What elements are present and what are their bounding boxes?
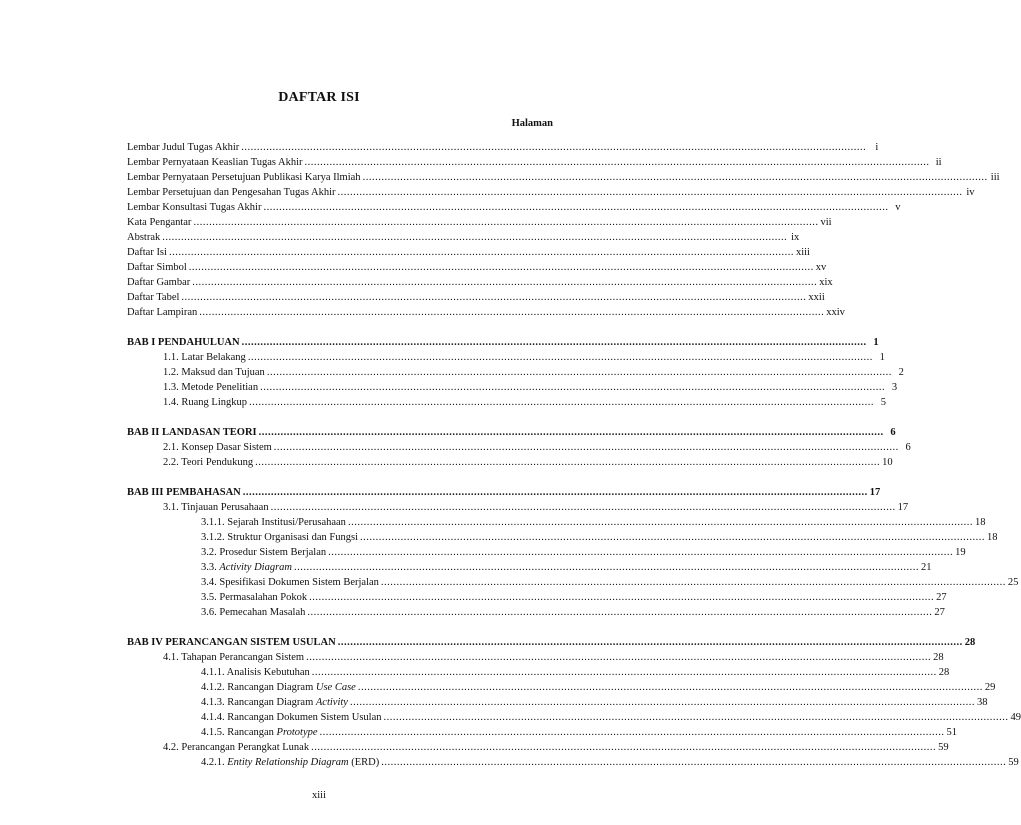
toc-entry-label: Lembar Persetujuan dan Pengesahan Tugas Akhir [127,187,336,198]
label-prefix: 3.3. [201,562,220,573]
toc-entry[interactable] [201,589,947,604]
chapter-page: 17 [869,487,881,498]
toc-entry[interactable] [127,214,832,229]
leader-dots: ........................................................................................................................................................................................................ [380,577,1006,588]
toc-entry-label: 2.2. Teori Pendukung [163,457,254,468]
toc-entry-page: 5 [880,397,886,408]
toc-entry-page: xxii [808,292,825,303]
leader-dots: ........................................................................................................................................................................................................ [306,652,932,663]
toc-entry-page: v [895,202,901,213]
toc-entry-label [201,756,379,769]
toc-entry-label: 4.1. Tahapan Perancangan Sistem [163,652,305,663]
toc-entry[interactable] [201,604,945,619]
toc-entry-page: 18 [987,532,998,543]
chapter-label: BAB III PEMBAHASAN [127,487,241,498]
label-italic: Activity [315,697,348,708]
toc-entry[interactable] [201,514,986,529]
toc-entry-page: iii [990,172,1000,183]
toc-entry[interactable] [201,544,966,559]
leader-dots: ........................................................................................................................................................................................................ [270,502,896,513]
toc-entry-page: 51 [946,727,958,738]
toc-entry-label: 3.1.2. Struktur Organisasi dan Fungsi [201,532,359,543]
leader-dots: ........................................................................................................................................................................................................ [328,547,954,558]
toc-entry-label: 4.2. Perancangan Perangkat Lunak [163,742,310,753]
toc-entry[interactable] [127,304,845,319]
toc-entry-page: 59 [938,742,949,753]
toc-entry-page: 27 [936,592,947,603]
toc-entry-label: Lembar Pernyataan Persetujuan Publikasi Karya Ilmiah [127,172,361,183]
toc-entry[interactable] [201,529,998,544]
toc-entry-page: 59 [1008,757,1019,768]
toc-entry-page: 6 [905,442,911,453]
toc-entry-page: 49 [1010,712,1021,723]
page-number: xiii [311,790,326,801]
leader-dots: ........................................................................................................................................................................................................ [241,142,867,153]
toc-entry-page: xv [815,262,827,273]
toc-entry-page: 38 [976,697,988,708]
chapter-label: BAB IV PERANCANGAN SISTEM USULAN [127,637,336,648]
toc-entry-page: 1 [879,352,885,363]
toc-entry-label: Daftar Lampiran [127,307,198,318]
label-italic: Use Case [315,682,356,693]
toc-entry-page: xix [819,277,833,288]
toc-entry-page: xiii [795,247,810,258]
toc-entry[interactable] [201,574,1019,589]
toc-entry[interactable] [127,169,1000,184]
chapter-page: 1 [873,337,879,348]
toc-entry[interactable] [201,664,950,679]
toc-chapter[interactable] [127,484,881,499]
toc-entry-page: 2 [898,367,904,378]
toc-entry-label: Daftar Gambar [127,277,191,288]
leader-dots: ........................................................................................................................................................................................................ [349,697,975,708]
leader-dots: ........................................................................................................................................................................................................ [293,562,919,573]
leader-dots: ........................................................................................................................................................................................................ [311,742,937,753]
toc-entry[interactable] [201,694,988,709]
toc-entry-label: 1.3. Metode Penelitian [163,382,259,393]
toc-entry-page: 21 [920,562,932,573]
label-italic: Activity Diagram [219,562,292,573]
toc-entry-label: 4.1.1. Analisis Kebutuhan [201,667,310,678]
chapter-page: 6 [890,427,896,438]
toc-entry-label: 1.2. Maksud dan Tujuan [163,367,265,378]
toc-entry[interactable] [163,364,904,379]
leader-dots: ........................................................................................................................................................................................................ [241,337,867,348]
toc-entry-label: 4.1.4. Rancangan Dokumen Sistem Usulan [201,712,382,723]
toc-entry[interactable] [163,349,885,364]
toc-entry[interactable] [127,274,833,289]
leader-dots: ........................................................................................................................................................................................................ [266,367,892,378]
leader-dots: ........................................................................................................................................................................................................ [273,442,899,453]
toc-entry[interactable] [163,439,911,454]
toc-entry-label: Daftar Isi [127,247,167,258]
toc-entry-label: Daftar Tabel [127,292,180,303]
toc-entry-label: Lembar Pernyataan Keaslian Tugas Akhir [127,157,303,168]
leader-dots: ........................................................................................................................................................................................................ [193,217,819,228]
toc-entry-label: Daftar Simbol [127,262,187,273]
toc-entry-label: 1.4. Ruang Lingkup [163,397,247,408]
toc-entry-label: 2.1. Konsep Dasar Sistem [163,442,272,453]
leader-dots: ........................................................................................................................................................................................................ [304,157,930,168]
toc-entry-label [201,681,356,694]
leader-dots: ........................................................................................................................................................................................................ [260,382,886,393]
toc-entry-page: 19 [955,547,966,558]
toc-entry-label: Lembar Konsultasi Tugas Akhir [127,202,262,213]
toc-chapter[interactable] [127,634,976,649]
toc-entry[interactable] [127,259,827,274]
toc-entry-label [201,696,348,709]
toc-entry[interactable] [201,709,1021,724]
leader-dots: ........................................................................................................................................................................................................ [319,727,945,738]
chapter-page: 28 [964,637,976,648]
leader-dots: ........................................................................................................................................................................................................ [258,427,884,438]
halaman-header: Halaman [511,118,553,129]
leader-dots: ........................................................................................................................................................................................................ [347,517,973,528]
chapter-label: BAB II LANDASAN TEORI [127,427,257,438]
toc-entry-page: iv [966,187,975,198]
toc-entry-label: 3.1.1. Sejarah Institusi/Perusahaan [201,517,346,528]
leader-dots: ........................................................................................................................................................................................................ [199,307,825,318]
leader-dots: ........................................................................................................................................................................................................ [249,397,874,408]
leader-dots: ........................................................................................................................................................................................................ [181,292,807,303]
leader-dots: ........................................................................................................................................................................................................ [188,262,814,273]
page-title: DAFTAR ISI [278,90,360,105]
label-suffix: (ERD) [348,757,380,768]
toc-entry-page: 29 [984,682,996,693]
toc-entry-label: 3.1. Tinjauan Perusahaan [163,502,269,513]
leader-dots: ........................................................................................................................................................................................................ [337,637,963,648]
toc-entry-page: vii [820,217,832,228]
toc-entry-label: Abstrak [127,232,161,243]
leader-dots: ........................................................................................................................................................................................................ [383,712,1009,723]
leader-dots: ........................................................................................................................................................................................................ [381,757,1007,768]
leader-dots: ........................................................................................................................................................................................................ [311,667,937,678]
leader-dots: ........................................................................................................................................................................................................ [360,532,986,543]
toc-entry-label [201,726,318,739]
toc-entry-page: 3 [891,382,898,393]
toc-entry[interactable] [201,679,996,694]
toc-entry[interactable] [201,559,932,574]
toc-entry-page: xxiv [826,307,845,318]
toc-entry-page: ii [935,157,942,168]
leader-dots: ........................................................................................................................................................................................................ [162,232,788,243]
leader-dots: ........................................................................................................................................................................................................ [263,202,889,213]
toc-entry[interactable] [201,754,1019,769]
label-prefix: 4.1.5. Rancangan [201,727,277,738]
toc-entry[interactable] [127,289,825,304]
toc-entry[interactable] [127,184,975,199]
toc-entry-page: 18 [974,517,986,528]
label-prefix: 4.1.2. Rancangan Diagram [201,682,316,693]
toc-entry-label: Kata Pengantar [127,217,192,228]
toc-entry-label: 3.5. Permasalahan Pokok [201,592,308,603]
leader-dots: ........................................................................................................................................................................................................ [192,277,818,288]
toc-entry[interactable] [163,454,893,469]
toc-entry-page: 27 [934,607,945,618]
toc-entry-label: 3.4. Spesifikasi Dokumen Sistem Berjalan [201,577,379,588]
toc-entry-page: 10 [882,457,893,468]
toc-entry[interactable] [127,139,879,154]
leader-dots: ........................................................................................................................................................................................................ [362,172,988,183]
toc-entry-page: i [875,142,879,153]
leader-dots: ........................................................................................................................................................................................................ [255,457,881,468]
toc-entry-label: 1.1. Latar Belakang [163,352,246,363]
leader-dots: ........................................................................................................................................................................................................ [337,187,963,198]
toc-entry[interactable] [163,739,949,754]
label-prefix: 4.1.3. Rancangan Diagram [201,697,316,708]
toc-chapter[interactable] [127,334,879,349]
toc-entry-page: ix [791,232,800,243]
leader-dots: ........................................................................................................................................................................................................ [168,247,794,258]
toc-entry-page: 17 [897,502,909,513]
toc-entry-page: 28 [933,652,944,663]
leader-dots: ........................................................................................................................................................................................................ [357,682,983,693]
toc-entry-label: Lembar Judul Tugas Akhir [127,142,240,153]
toc-entry[interactable] [127,244,810,259]
leader-dots: ........................................................................................................................................................................................................ [247,352,873,363]
toc-entry-label [201,561,292,574]
leader-dots: ........................................................................................................................................................................................................ [307,607,933,618]
toc-entry[interactable] [163,394,886,409]
toc-entry[interactable] [127,154,942,169]
chapter-label: BAB I PENDAHULUAN [127,337,240,348]
leader-dots: ........................................................................................................................................................................................................ [242,487,868,498]
toc-entry[interactable] [163,379,898,394]
leader-dots: ........................................................................................................................................................................................................ [309,592,935,603]
toc-entry-label: 3.6. Pemecahan Masalah [201,607,306,618]
label-italic: Prototype [276,727,318,738]
toc-entry[interactable] [127,199,901,214]
label-prefix: 4.2.1. [201,757,228,768]
label-italic: Entity Relationship Diagram [227,757,349,768]
toc-entry-page: 25 [1007,577,1019,588]
toc-chapter[interactable] [127,424,896,439]
toc-entry-page: 28 [938,667,950,678]
toc-entry[interactable] [127,229,800,244]
toc-entry[interactable] [163,499,909,514]
toc-entry[interactable] [201,724,958,739]
toc-entry-label: 3.2. Prosedur Sistem Berjalan [201,547,327,558]
toc-entry[interactable] [163,649,944,664]
